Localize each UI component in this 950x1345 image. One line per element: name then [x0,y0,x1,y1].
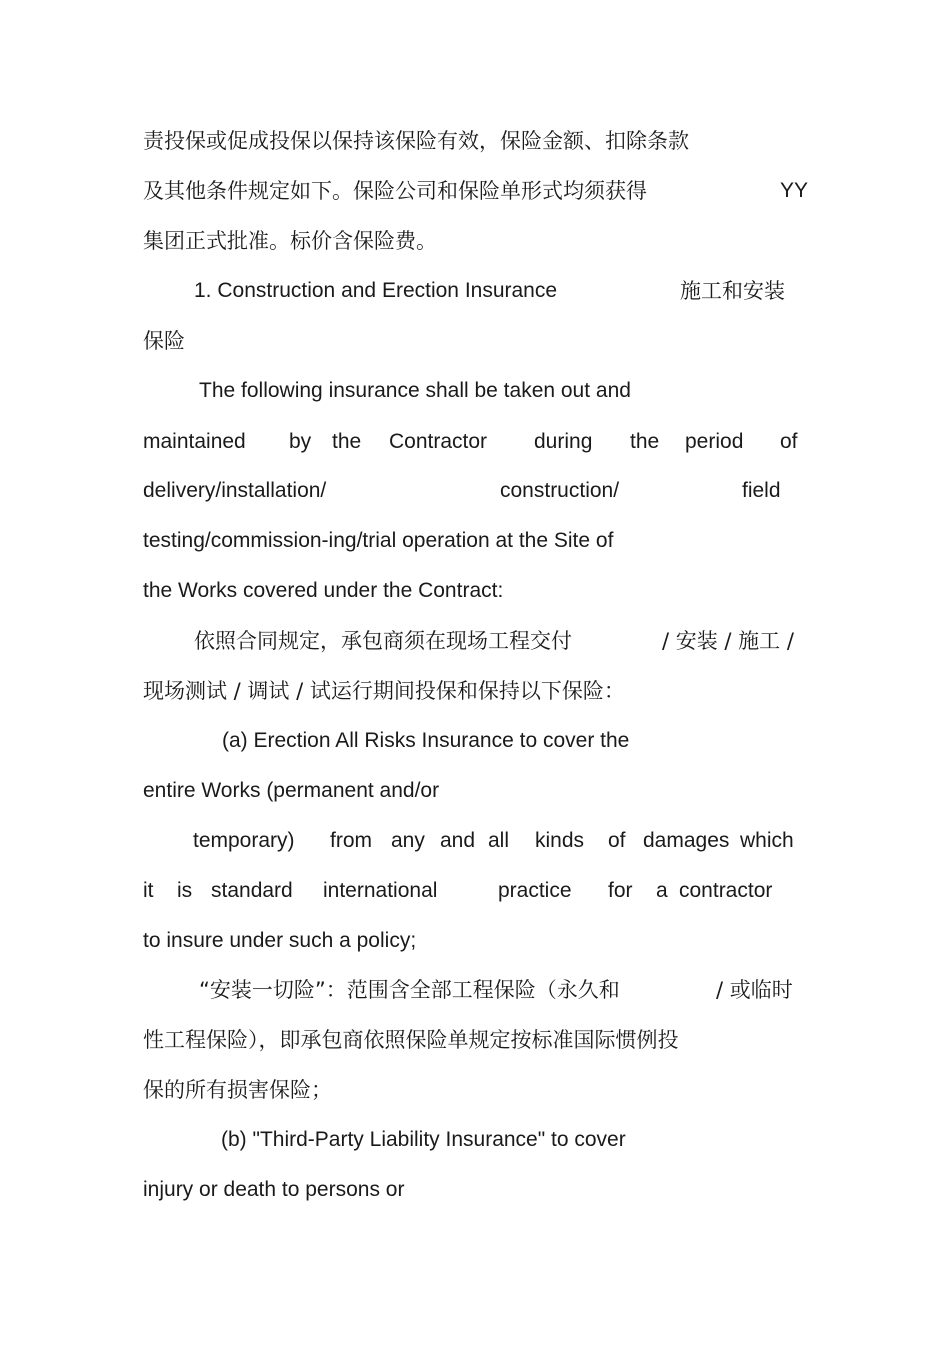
text-segment: for [608,879,633,902]
text-segment: the [630,430,660,453]
text-segment: maintained [143,430,246,453]
text-segment: (b) "Third-Party Liability Insurance" to cover [221,1128,626,1151]
text-segment: construction/ [500,479,620,502]
text-segment: is [177,879,193,902]
text-segment: contractor [679,879,773,902]
text-line [0,776,950,806]
text-segment: of [608,829,626,852]
text-segment: practice [498,879,572,902]
text-line [0,276,950,306]
text-line [0,676,950,706]
text-line [0,576,950,606]
text-line [0,427,950,457]
text-line [0,476,950,506]
text-line [0,975,950,1005]
text-segment: of [780,430,798,453]
text-segment: it [143,879,154,902]
text-line [0,126,950,156]
text-segment: period [685,430,744,453]
text-segment: to insure under such a policy; [143,929,417,952]
text-segment: (a) Erection All Risks Insurance to cover the [222,729,630,752]
text-segment: 集团正式批准。标价含保险费。 [143,229,437,253]
text-line [0,626,950,656]
text-segment: the Works covered under the Contract: [143,579,504,602]
text-segment: and [440,829,476,852]
text-segment: which [740,829,794,852]
text-segment: / 安装 / 施工 / [662,629,794,653]
text-line [0,926,950,956]
text-segment: any [391,829,425,852]
text-segment: / 或临时 [716,978,793,1002]
text-segment: from [330,829,372,852]
text-segment: The following insurance shall be taken out and [199,379,631,402]
text-segment: during [534,430,593,453]
text-segment: 保险 [143,329,185,353]
text-segment: 施工和安装 [680,279,785,303]
text-segment: damages [643,829,730,852]
text-segment: testing/commission-ing/trial operation at the Site of [143,529,614,552]
text-segment: 及其他条件规定如下。保险公司和保险单形式均须获得 [143,179,647,203]
text-segment: temporary) [193,829,295,852]
text-line [0,1175,950,1205]
text-line [0,176,950,206]
text-segment: all [488,829,510,852]
text-segment: entire Works (permanent and/or [143,779,440,802]
text-line [0,1025,950,1055]
text-segment: injury or death to persons or [143,1178,405,1201]
text-line [0,1075,950,1105]
text-segment: field [742,479,781,502]
text-segment: 依照合同规定，承包商须在现场工程交付 [194,629,572,653]
text-segment: 性工程保险），即承包商依照保险单规定按标准国际惯例投 [143,1028,679,1052]
text-segment: 现场测试 / 调试 / 试运行期间投保和保持以下保险： [143,679,625,703]
text-line [0,326,950,356]
text-line [0,376,950,406]
text-line [0,726,950,756]
text-segment: standard [211,879,293,902]
text-segment: 保的所有损害保险； [143,1078,332,1102]
text-segment: Contractor [389,430,488,453]
text-segment: a [656,879,668,902]
text-line [0,226,950,256]
text-line [0,826,950,856]
text-segment: the [332,430,362,453]
text-segment: international [323,879,438,902]
text-line [0,1125,950,1155]
text-segment: by [289,430,312,453]
text-segment: YY [780,179,809,202]
text-segment: 责投保或促成投保以保持该保险有效，保险金额、扣除条款 [143,129,689,153]
text-segment: delivery/installation/ [143,479,327,502]
text-line [0,876,950,906]
text-segment: “安装一切险”：范围含全部工程保险（永久和 [199,978,620,1002]
text-line [0,526,950,556]
text-segment: 1. Construction and Erection Insurance [194,279,558,302]
text-segment: kinds [535,829,585,852]
